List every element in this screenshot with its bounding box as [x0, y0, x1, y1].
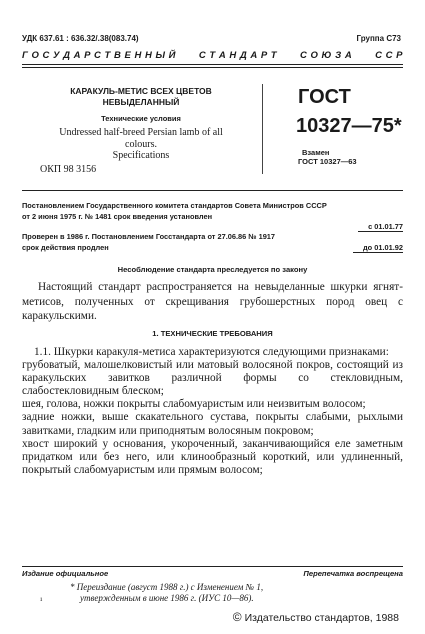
section-heading: 1. ТЕХНИЧЕСКИЕ ТРЕБОВАНИЯ: [152, 329, 273, 338]
gost-label: ГОСТ: [298, 86, 351, 108]
check-text: [22, 232, 365, 253]
udk-code: УДК 637.61 : 636.32/.38(083.74): [22, 34, 139, 43]
title-bottom-rule: [22, 190, 403, 191]
header-top-row: [22, 34, 401, 43]
reprint-prohibited: Перепечатка воспрещена: [303, 569, 403, 578]
effective-date: с 01.01.77: [358, 222, 403, 232]
gost-number: 10327—75*: [296, 115, 402, 137]
paragraph-hind-legs: задние ножки, выше скакательного сустава, покрыты слабыми, рыхлыми завитками, гладким или приподнятым волосяным покровом;: [22, 411, 403, 437]
replaces-value: ГОСТ 10327—63: [298, 157, 357, 166]
banner-word-1: Г О С У Д А Р С Т В Е Н Н Ы Й: [22, 50, 176, 61]
section-body: [22, 346, 403, 477]
prosecution-notice: Несоблюдение стандарта преследуется по закону: [117, 265, 308, 274]
banner-word-2: С Т А Н Д А Р Т: [198, 50, 278, 61]
title-divider: [262, 84, 263, 174]
reissue-note-line-1: * Переиздание (август 1988 г.) с Изменением № 1,: [70, 582, 264, 592]
paragraph-neck: шея, голова, ножки покрыты слабомуаристым или неизвитым волосом;: [22, 398, 366, 411]
header-rule-bottom: [22, 67, 403, 68]
paragraph-coat: грубоватый, малошелковистый или матовый волосяной покров, состоящий из каракульских завитков различной формы со стекловидным, слабостекловидным блеском;: [22, 359, 403, 398]
page-mark: ¹: [40, 596, 43, 605]
replaces-label: Взамен: [302, 148, 330, 157]
banner-word-4: С С Р: [375, 50, 403, 61]
paragraph-tail: хвост широкий у основания, укороченный, заканчивающийся еле заметным придатком или без него, или клинообразный короткий, или удлиненный, покрытый слабомуаристым или прямым волосом;: [22, 437, 403, 476]
title-en-line-2: colours.: [125, 138, 157, 150]
copyright-icon: ©: [232, 610, 242, 624]
banner-word-3: С О Ю З А: [300, 50, 353, 61]
title-ru-line-1: КАРАКУЛЬ-МЕТИС ВСЕХ ЦВЕТОВ: [70, 86, 212, 96]
check-line-1: Проверен в 1986 г. Постановлением Госстандарта от 27.06.86 № 1917: [22, 232, 276, 241]
copyright: [233, 610, 399, 624]
reissue-note: [70, 582, 385, 604]
title-en-line-1: Undressed half-breed Persian lamb of all: [59, 127, 223, 138]
extended-date: до 01.01.92: [353, 243, 403, 253]
title-subtitle: Технические условия: [101, 114, 181, 123]
title-en-line-3: Specifications: [112, 150, 170, 161]
official-edition: Издание официальное: [22, 569, 109, 578]
check-line-2: срок действия продлен: [22, 242, 109, 252]
footer-row: [22, 569, 403, 578]
reissue-note-line-2: утвержденным в июне 1986 г. (ИУС 10—86).: [80, 593, 254, 603]
decree-line-1: Постановлением Государственного комитета стандартов Совета Министров СССР: [22, 201, 327, 210]
title-block: [22, 86, 260, 162]
paragraph-1-1: 1.1. Шкурки каракуля-метиса характеризуются следующими признаками:: [34, 346, 389, 358]
okp-code: ОКП 98 3156: [40, 164, 97, 175]
gost-block: [296, 86, 416, 166]
title-ru-line-2: НЕВЫДЕЛАННЫЙ: [102, 97, 180, 107]
decree-line-2: от 2 июня 1975 г. № 1481 срок введения установлен: [22, 211, 213, 221]
state-standard-banner: [22, 50, 403, 61]
header-rule-top: [22, 64, 403, 65]
copyright-text: Издательство стандартов, 1988: [244, 612, 399, 624]
intro-paragraph: Настоящий стандарт распространяется на невыделанные шкурки ягнят-метисов, полученных от скрещивания грубошерстных пород овец с каракульскими.: [22, 281, 403, 322]
footer-rule: [22, 566, 403, 567]
group-code: Группа С73: [356, 34, 401, 43]
title-en: [22, 127, 260, 162]
decree-text: [22, 201, 403, 222]
